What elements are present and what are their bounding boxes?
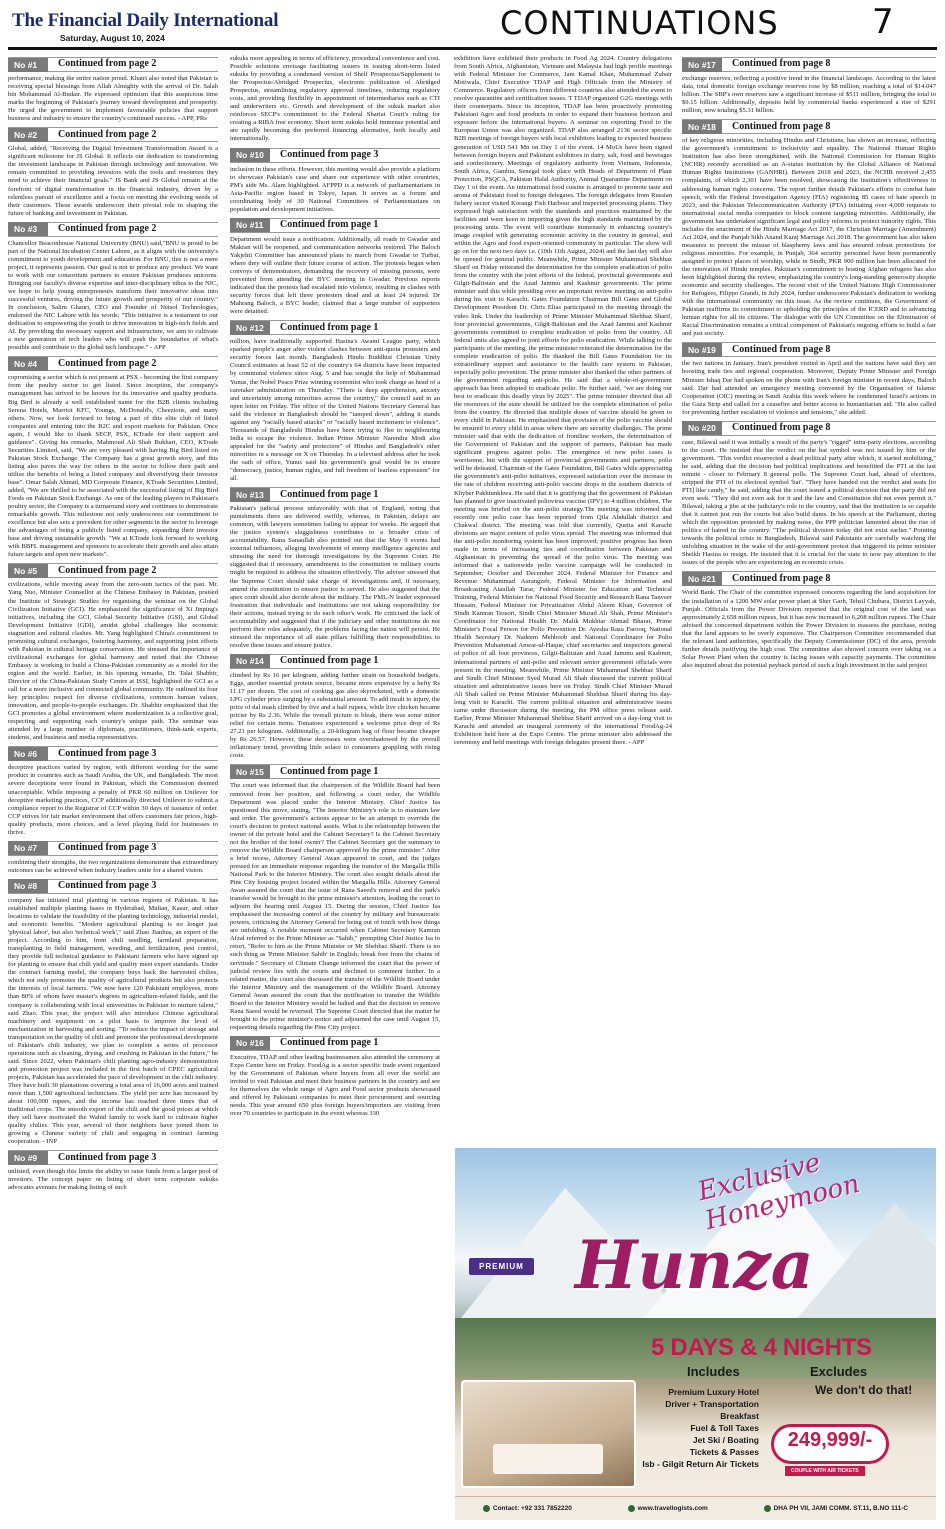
continued-from-label: Continued from page 1 [280, 765, 379, 777]
ad-tagline: Exclusive Honeymoon [695, 1148, 863, 1237]
includes-item: Isb - Gilgit Return Air Tickets [642, 1459, 759, 1469]
excludes-heading: Excludes [810, 1364, 868, 1379]
continuation-header [8, 127, 218, 142]
header-rule [8, 47, 937, 50]
article-continuation [230, 487, 440, 650]
article-continuation [230, 764, 440, 1031]
continuation-number: No #14 [230, 654, 270, 668]
continued-from-label: Continued from page 3 [58, 1151, 157, 1163]
article-continuation [230, 55, 440, 144]
article-body: of key religious minorities, including Hindus and Christians, has shown an increase, reflecting the government's commitment to inclusivity and equality. The National Human Rights Institution has also been strengthened, with the National Commission for Human Rights (NCHR) recently accredited as an A-status institution by the Global Alliance of National Human Rights Institutions (GANHRI). Between 2018 and 2023, the NCHR received 2,455 complaints, of which 2,301 have been resolved, showcasing the institution's effectiveness in addressing human rights concerns. The report further details Pakistan's efforts to combat hate speech, with the Federal Investigation Agency (FIA) registering 85 cases of hate speech in 2023, and the Pakistan Telecommunication Authority (PTA) initiating over 4,000 requests to international social media companies to block content targeting minorities. Additionally, the government has undertaken significant legal and policy reforms to protect minority rights. This includes the enactment of the Hindu Marriage Act 2017, the Christian Marriage (Amendment) Act 2024, and the Punjab Sikh Anand Karaj Marriage Act 2018. The government has also taken measures to prevent the misuse of blasphemy laws and has ensured robust protections for religious minorities. For example, in Punjab, 364 security personnel have been permanently assigned to protect places of worship, while in Sindh, PKR 900 million has been allocated for the renovation of Hindu temples. Pakistan's commitment to hosting Afghan refugees has also been highlighted during the review, emphasizing the country's long-standing generosity despite economic and security challenges. The recent visit of the United Nations High Commissioner for Refugees, Filippo Grandi, in July 2024, further underscores Pakistan's dedication to working with the international community on this issue. As the review continues, the Government of Pakistan reaffirms its commitment to upholding the principles of the ICERD and to advancing human rights for all its citizens. The dialogue with the UN Committee on the Elimination of Racial Discrimination remains a critical component of Pakistan's ongoing efforts to build a fair and just society. [682, 137, 936, 338]
ad-phone[interactable] [483, 1505, 572, 1512]
article-body: million, have traditionally supported Hasina's Awami League party, which sparked people's anger after violent clashes between anti-quota protesters and security forces last month. Bangladesh Hindu Buddhist Christian Unity Council estimates at least 52 of the country's 64 districts have been impacted by communal violence since Aug. 5 and has sought the help of Muhammad Yunus, the Nobel Peace Prize winning economist who took charge as head of a caretaker administration on Thursday. "There is deep apprehension, anxiety and uncertainty among minorities across the country," the council said in an open letter on Friday. The office of the United Nations Secretary General has said the violence in Bangladesh should be "tamped down", adding it stands against any "racially based attacks" or "racially based incitement to violence". Thousands of Bangladeshi Hindus have been trying to flee to neighbouring India to escape the violence. Indian Prime Minister Narendra Modi also appealed for the "safety and protection" of Hindus and Bangladesh's other minorities in a message on X on Thursday. In a televised address after he took the oath of office, Yunus said his government's goal would be to ensure "democracy, justice, human rights, and full freedom of fearless expression" for all. [230, 338, 440, 483]
article-continuation [8, 841, 218, 875]
article-body: deceptive practices varied by region, with different wording for the same product in countries such as Saudi Arabia, the UK, and Bangladesh. The most severe deceptions were found in Pakistan, which the Commission deemed unacceptable. While imposing a penalty of PKR 60 million on Unilever for deceptive marketing practices, CCP additionally directed Unilever to submit a compliance report to the Registrar of CCP within 30 days of issuance of order. CCP strives for fair market environment that offers customers fair prices, high-quality products, more choices, and a level playing field for businesses to thrive. [8, 764, 218, 836]
article-continuation [8, 879, 218, 1146]
continuation-header [8, 563, 218, 578]
continuation-number: No #6 [8, 747, 48, 761]
continued-from-label: Continued from page 2 [58, 223, 157, 235]
article-body: civilizations, while moving away from the zero-sum tactics of the past. Mr. Yang Nuo, Minister Counsellor at the Chinese Embassy in Pakistan, praised the Institute of Strategic Studies for organising the seminar on the Global Civilization Initiative (GCI). He emphasized the significance of Xi Jinping's initiatives, including the GCI, Global Security Initiative (GSI), and Global Development Initiative (GDI), amidst global challenges like economic stagnation and cultural clashes. Mr. Yang highlighted China's commitment to promoting cultural exchanges, fostering harmony, and supporting joint efforts with Pakistan in cultural heritage conservation. He stressed the importance of civilizational exchanges for global harmony and noted that the Chinese Embassy is working to build a China-Pakistan community as a model for the region and the world. Earlier, in his opening remarks, Dr. Talat Shabbir, Director of the China-Pakistan Study Centre at ISSI, highlighted the GCI as a call for a more inclusive and connected global community. He outlined its four key principles: respect for diverse civilizations, common human values, innovation, and people-to-people exchanges. Dr. Shabbir emphasized that the GCI promotes a global environment where modernization is a collective goal, respecting and supporting each country's unique path. The seminar was attended by a large number of diplomats, practitioners, think-tank experts, students, and business and media representatives. [8, 581, 218, 742]
article-continuation [230, 1036, 440, 1118]
continued-from-label: Continued from page 1 [280, 655, 379, 667]
bed-graphic [493, 1444, 603, 1474]
continued-from-label: Continued from page 8 [732, 58, 831, 70]
column-2 [230, 55, 440, 1525]
address-text: DHA PH VII, JAMI COMM. ST.11, B.NO 111-C [773, 1505, 909, 1513]
continued-from-label: Continued from page 2 [58, 357, 157, 369]
article-body: performance, making the entire nation proud. Khatri also noted that Pakistan is receiving special blessings from Allah Almighty with the arrival of Dr. Salah bin Mohammad Al-Budair. He expressed optimism that this auspicious time marks the beginning of Pakistan's journey toward development and prosperity. He urged the government to implement favourable policies that support business and industry to ensure the country's continued success. - APP, PRs [8, 75, 218, 123]
article-body: Pakistan's judicial process unfavorably with that of England, noting that punishments there are delivered swiftly, whereas, in Pakistan, delays are common, with lawyers sometimes failing to appear for weeks. He argued that the justice system's sluggishness contributes to a broader crisis of accountability. Rana Sanaullah also pointed out that the May 9 events had external influences, alleging involvement of enemy intelligence agencies and stressing the need for thorough investigations by the Supreme Court. He suggested that if necessary, amendments to the constitution or military courts might be required to address the situation effectively. The adviser stressed that the Supreme Court should take charge of investigations and, if necessary, amend the constitution to ensure justice is served. He also suggested that the apex court should also decide about the military. The PML-N leader expressed frustration that individuals and institutions are not taking responsibility for their actions, instead trying to do each other's work. He criticised the lack of accountability and suggested that if the judiciary and other institutions do not perform their roles adequately, the problems facing the nation will persist. He stressed the importance of all state pillars fulfilling their responsibilities to resolve these issues and ensure justice. [230, 505, 440, 649]
continued-from-label: Continued from page 2 [58, 564, 157, 576]
phone-icon [483, 1505, 490, 1512]
continuation-number: No #7 [8, 841, 48, 855]
includes-list [639, 1386, 759, 1470]
continued-from-label: Continued from page 3 [58, 842, 157, 854]
continuation-number: No #17 [682, 58, 722, 72]
continuation-header [8, 879, 218, 894]
continued-from-label: Continued from page 1 [280, 1037, 379, 1049]
article-continuation [8, 127, 218, 217]
ad-price: 249,999/- [771, 1424, 889, 1464]
continuation-number: No #2 [8, 128, 48, 142]
article-body: case, Bilawal said it was initially a result of the party's "rigged" intra-party elections, according to the court. He insisted that the verdict on the bat symbol was not issued by him or the government. "This verdict resurrected a dead political party after which, it started mobilising," he said, adding that the decision had political implications and benefitted the PTI at the last minute - closer to February 8 general polls. The Supreme Court had, ahead of elections, stripped the PTI of its electoral symbol 'bat'. "They have handed out the verdict and seats [to PTI] like candy," he said, adding that the court issued a political decision that the party did not even seek. "They did not even ask for it and the law and Constitution did not even permit it." Bilawal, taking a jibe at the judiciary's role in the country, said that the institution is so capable that it cannot just run the courts but also build dams. In his speech at the Parliament, during which the opposition protested by making noise, the PPP politician lamented about the rise of politics of hatred in the country. "The political division today did not exist earlier." Pointing towards the political crisis in Bangladesh, Bilawal said Pakistanis are carefully watching the unfolding situation in the wake of the anti-government protest that triggered its prime minister Sheikh Hasina to resign. He insisted that it is crucial for the state to now pay attention to the issues of the people who are experiencing an economic crisis. [682, 438, 936, 567]
ad-address [764, 1505, 909, 1512]
section-title: CONTINUATIONS [500, 4, 779, 42]
continuation-number: No #13 [230, 488, 270, 502]
ad-contact-bar [455, 1496, 936, 1520]
continuation-header [230, 218, 440, 233]
article-body: inclusion in these efforts. However, this meeting would also provide a platform to showcase Pakistan's case and share our experience with other countries, PM's aide Ms. Alam highlighted. AFPPD is a network of parliamentarians in Asia-Pacific region based in Tokyo, Japan. It serves as a forum and coordinating body of 30 National Committees of Parliamentarians on population and development initiatives. [230, 165, 440, 213]
continuation-header [8, 746, 218, 761]
article-body: sukuks more appealing in terms of efficiency, procedural convenience and cost. Possible solutions envisage facilitating issuers in issuing short-term listed sukuks by providing a condensed version of Shelf Prospectus/Supplement to the Prospectus/Abridged Prospectus, electronic publication of Abridged Prospectus, streamlining regulatory approval timelines, reducing regulatory costs, and providing flexibility in appointment of intermediaries such as CTI and underwriters etc. Growth and development of the sukuk market also reinforces SECP's commitment to the Federal Shariat Court's ruling for creating a RIBA free economy. Short term sukuks hold immense potential and are rapidly becoming the preferred financing alternative, both locally and internationally. [230, 55, 440, 143]
continued-from-label: Continued from page 3 [58, 880, 157, 892]
continuation-number: No #10 [230, 148, 270, 162]
continuation-header [230, 320, 440, 335]
continuation-number: No #5 [8, 564, 48, 578]
article-body: unlisted, even though this limits the ability to raise funds from a larger pool of investors. The concept paper on listing of short term corporate sukuks advocates avenues for making listing of such [8, 1168, 218, 1192]
article-body: exhibitors have exhibited their products in Food Ag 2024. Country delegations from South Africa, Afghanistan, Vietnam and Malaysia had high profile meetings with Federal Minister for Commerce, Jam Kamal Khan, Muhammad Zubair Motiwala, Chief Executive TDAP and High Officials from the Ministry of Commerce. Regulatory officers from different countries also attended the event to resolve quarantine and certification issues. T TDAP organized G2G meetings with their counterparts. Since its inception, TDAP has been proactively promoting Pakistani Agro and food products in order to expand their business horizon and exposure before the international buyers. A seminar on exporting Food to the European Union was also organized. TDAP also arranged 2136 sector specific B2B meetings of foreign buyers with local exhibitors leading to expected business generation of USD 541 Mn on Day 1 of the event. 14 MoUs have been signed between foreign buyers and Pakistani exhibitors in dairy, salt, food and beverages and confectionery. Meetings of regulatory authority from Vietnam, Indonesia, South Africa, Gambia, Senegal took place with Heads of Department of Plant Protection, PSQCA, Pakistan Halal Authority, Animal Quarantine Department on Day 1 of the event. An international food cuisine is arranged to promote taste and aroma of Pakistani food to foreign delegates. The foreign delegates from Russian fishery sector visited Korangi Fish Harbour and inspected processing plants. They expressed high satisfaction with the standards and practices maintained by the facilities and were keen in importing given the high standards maintained by the processing units. The event will contribute immensely in enhancing country's image coupled with generating economic activity in the country in general, and within the Agro and food export-oriented community in particular. The show will go on for the next two days i.e. (10th 11th August, 2024) and the last day will also be opened for general public. Meanwhile, Prime Minister Muhammad Shehbaz Sharif on Friday reiterated the determination for the complete eradication of polio from the country with the joint efforts of the federal, provincial governments and Gilgit-Baltistan and the Azad Jammu and Kashmir governments. The prime minister said this while presiding over an important review meeting on anti-polio during his visit to Karachi. Gates Foundation Chairman Bill Gates and Global Development President Dr. Chris Elias participated in the meeting through the video link. Under the leadership of Prime Minister Muhammad Shehbaz Sharif, four provincial governments, Gilgit-Baltistan and the Azad Jammu and Kashmir governments committed to complete eradication of polio from the country. All federal units also agreed to joint efforts for polio eradication. While talking to the participants of the meeting, the prime minister reiterated the determination for the complete eradication of polio. He thanked the Bill Gates Foundation for its extraordinary support and assistance to the health care system in Pakistan, especially polio prevention. The prime minister also thanked the other partners of the government regarding anti-polio. He said that a whole-of-government approach has been adopted to eradicate polio. He further said, "we are doing our best to eradicate this deadly virus by 2025". The prime minister directed that all the resources of the state should be utilized for the complete elimination of polio from the country. He directed that multiple doses of vaccine should be given to every child in Pakistan. He emphasized that provision of the polio vaccine should be ensured to every child in areas where there are security challenges. The prime minister said that with the dedication of frontline workers, the determination of the Government of Pakistan and the support of partners, Pakistan has made significant progress against polio. The emergence of new polio cases is worrisome, but with the support of provincial governments and partners, polio will be defeated. Chairman of the Gates Foundation, Bill Gates while appreciating the government's anti-polio initiatives, expressed satisfaction over the increase in the rate of children receiving anti-polio vaccine drops in the southern districts of Khyber Pakhtunkhwa. He said that it is gratifying that the government of Pakistan has planned to give inactivated poliovirus vaccine (IPV) to 4 million children. The meeting was briefed on the anti-polio strategy.The meeting was informed that recently one polio case has been reported from Qila Abdullah district and Chakwal district. The meeting was told that currently, Quetta and Karachi divisions are major centers of polio virus spread. The meeting was informed that the anti-polio monitoring system has been improved; positive progress has been made in terms of increasing ties and coordination between Pakistan and Afghanistan in preventing the spread of the polio virus. The meeting was informed that a nationwide polio vaccine campaign will be conducted in September, October and December 2024. Federal Minister for Finance and Revenue Muhammad Aurangzeb, Federal Minister for Information and Broadcasting Ataullah Tarar, Federal Minister for Education and Technical Training, Federal Minister for National Food Security and Research Rana Tanveer Hussain, Federal Minister for Privatization Abdul Aleem Khan, Governor of Sindh Kamran Tessori, Sindh Chief Minister Murad Ali Shah, Prime Minister's Coordinator for National Health Dr. Malik Mukhtar Ahmad Bharat, Prime Minister's Focal Person for Polio Prevention Dr. Ayesha Raza Farooq, National Health Secretary Dr. Nadeem Mehboob and National Coordinator for Polio Prevention Muhammad Anwar-ul-Haque, chief secretaries and inspectors general of police of all four provinces, Gilgit-Baltistan and Azad Jammu and Kashmir, international partners of anti-polio and relevant senior government officials were present in the meeting. Meanwhile, Prime Minister Muhammad Shehbaz Sharif and Sindh Chief Minister Syed Murad Ali Shah discussed the current political situation and administrative issues here on Friday. Sindh Chief Minister Murad Ali Shah called on Prime Minister Muhammad Shehbaz Sharif during his day-long visit to Karachi. The current political situation and administrative issues came under discussion during the meeting, the PM office press release said. Earlier, Prime Minister Muhammad Shehbaz Sharif arrived on a day-long visit to Karachi and attended an inaugural ceremony of the international FoodAg-24 Exhibition held here at the Expo Centre. The prime minister also addressed the ceremony and held meetings with foreign delegates present there. - APP [454, 55, 672, 746]
premium-badge: PREMIUM [469, 1258, 534, 1275]
article-body: Global, added, "Receiving the Digital Investment Transformation Award is a significant milestone for JS Global. It reflects our dedication to transforming the investment landscape in Pakistan through technology and innovation. We remain committed to providing investors with the tools and resources they need to achieve their financial goals." JS Bank and JS Global remain at the forefront of digital transformation in the financial industry, driven by a relentless pursuit of excellence and a focus on meeting the evolving needs of their customers. These awards underscore their pivotal role in shaping the future of banking and investment in Pakistan. [8, 145, 218, 217]
article-continuation [682, 421, 936, 568]
article-continuation [682, 57, 936, 115]
globe-icon [628, 1505, 635, 1512]
continued-from-label: Continued from page 1 [280, 488, 379, 500]
includes-item: Jet Ski / Boating [692, 1435, 759, 1445]
continued-from-label: Continued from page 8 [732, 120, 831, 132]
article-continuation [8, 57, 218, 123]
continuation-number: No #1 [8, 58, 48, 72]
continued-from-label: Continued from page 1 [280, 321, 379, 333]
ad-destination: Hunza [575, 1226, 814, 1304]
includes-item: Premium Luxury Hotel [668, 1387, 759, 1397]
continuation-header [682, 342, 936, 357]
article-body: the two nations in January. Iran's president visited in April and the nations have said they are boosting trade ties and regional cooperation. Moreover, Deputy Prime Minister and Foreign Minister Ishaq Dar had spoken on the phone with Iran's foreign minister in recent days, Baloch said. Dar had attended an emergency meeting convened by the Organisation of Islamic Cooperation (OIC) meeting in Saudi Arabia this week where he condemned Israel's actions in the Gaza Strip and called for a ceasefire and better access to humanitarian aid. "He also called for preventing further escalation of violence and tensions," she added. [682, 360, 936, 416]
excludes-value: We don't do that! [815, 1383, 913, 1397]
article-continuation [230, 218, 440, 316]
continuation-header [8, 57, 218, 72]
continuation-number: No #12 [230, 321, 270, 335]
article-continuation [682, 571, 936, 669]
continued-from-label: Continued from page 1 [280, 219, 379, 231]
continuation-header [8, 1150, 218, 1165]
continuation-number: No #8 [8, 879, 48, 893]
continuation-number: No #16 [230, 1036, 270, 1050]
hotel-room-photo [461, 1380, 636, 1488]
article-continuation [230, 148, 440, 214]
continuation-header [230, 1036, 440, 1051]
continuation-number: No #9 [8, 1151, 48, 1165]
article-continuation [682, 119, 936, 338]
continuation-number: No #15 [230, 765, 270, 779]
article-body: company has initiated trial planting in various regions of Pakistan. It has established multiple planting bases in Hyderabad, Multan, Kasur, and other locations to validate the feasibility of the planting technology, industrial model, and economic benefits. "Modern agricultural planting is no longer just 'physical labor', but also 'technical work'," said Zhao Jianhua, an expert of the project. According to him, from chili seedling, farmland preparation, transplanting to field management, weeding, and fertilization, pest control, they provide full technical guidance to Pakistani farmers who have signed up for planting to ensure that chili yield and quality meet export standards. Under the contract farming model, the company buys back the harvested chilies, which not only promotes the quality of agricultural products but also protects the interests of local farmers. "We now have 120 Pakistani employees, more than 80% of whom have master's degrees in agriculture-related fields, and the company is collaborating with local universities in Pakistan to nurture talent," said Zhao. This year, the project will also introduce Chinese agricultural machinery and equipment on a pilot basis to improve the level of mechanization in harvesting and sorting. "To reduce the impact of storage and transportation on the quality of chili and promote the professional development of Pakistan's chili industry, we plan to complete a series of processor operations such as cleaning, drying, and crushing in Pakistan in the future," he said. Since 2022, when Pakistan's chili planting agro-industry demonstration and promotion project was included in the first batch of CPEC agricultural projects, Pakistan has accelerated the pace of development in the chili industry. They have built 30 plantations covering a total area of 16,000 acres and trained more than 1,500 agricultural technicians. The yield per acre has increased by about 100,000 rupees, and the income has reached three times that of traditional crops. The smooth export of the chili and the good prices at which they sell have motivated the Wahid family to work hard to cultivate higher quality chilies. This year, several of their neighbors have joined them in growing a Chinese variety of chili and engaging in contract farming cooperation. - INP [8, 896, 218, 1146]
continuation-number: No #4 [8, 357, 48, 371]
article-continuation [454, 55, 672, 747]
continuation-header [230, 764, 440, 779]
column-1 [8, 55, 218, 1525]
continuation-header [682, 571, 936, 586]
phone-text: Contact: +92 331 7852220 [492, 1505, 572, 1513]
continued-from-label: Continued from page 3 [58, 747, 157, 759]
continuation-number: No #3 [8, 222, 48, 236]
includes-item: Fuel & Toll Taxes [690, 1423, 759, 1433]
ad-website[interactable] [628, 1505, 708, 1512]
continued-from-label: Continued from page 8 [732, 572, 831, 584]
includes-heading: Includes [687, 1364, 740, 1379]
continuation-number: No #19 [682, 343, 722, 357]
continued-from-label: Continued from page 8 [732, 422, 831, 434]
includes-item: Breakfast [720, 1411, 759, 1421]
ad-duration: 5 DAYS & 4 NIGHTS [651, 1334, 872, 1361]
masthead [0, 0, 945, 52]
article-continuation [8, 222, 218, 353]
travel-advertisement[interactable] [455, 1148, 936, 1520]
continuation-header [8, 841, 218, 856]
continuation-header [230, 654, 440, 669]
article-body: climbed by Rs 16 per kilogram, adding further strain on household budgets. Eggs, another essential protein source, became more expensive by a hefty Rs 11.17 per dozen. The cost of cooking gas also skyrocketed, with a domestic LPG cylinder price surging by a substantial amount. To add insult to injury, the price of dal mash climbed by five and a half rupees, while live chicken became pricier by Rs 2.36. While the overall picture is bleak, there was some minor relief for certain items. Tomatoes experienced a welcome price drop of Rs 27.21 per kilogram. Additionally, a 20-kilogram bag of flour became cheaper by Rs 26.57. However, these decreases were overshadowed by the overall inflationary trend, providing little solace to consumers grappling with rising costs. [230, 671, 440, 760]
continuation-number: No #18 [682, 120, 722, 134]
article-body: World Bank. The Chair of the committee expressed concerns regarding the land acquisition for the installation of a 1200 MW solar power plant at Sher Garh, Tehsil Chubara, District Layyah, Punjab. Officials from the Power Division reported that the original cost of the land was approximately 2,658 million rupees, but it has now increased to 6,208 million rupees. The Chair advised the concerned department within the Power Division to reassess the purchase, noting that the land appears to be overly expensive. The Chairperson Committee recommended that the relevant land authorities, specifically the Deputy Commissioner (DC) of the area, provide further details justifying the high cost. The committee also showed concern over taking on a Solar Power Plant when the country is facing issues with capacity payments. The committee also inquired about the potential payback period of such a high investment in the said project [682, 589, 936, 669]
article-continuation [8, 563, 218, 742]
article-body: copromising a sector which is not present at PSX - becoming the first company from the poultry sector to get listed. Since inception, the company's management has strived to be known for its innovative and quality products. Big Bird is already a well established name for the B2B clients including Serena Hotels, Marriot KFC, Youngs, McDonald's, Cheezious, and many others. Now, we look forward to being a part of this elite club of listed companies and entering into the B2C and export markets for Pakistan. Once again, I would like to thank SECP, PSX, KTrade for their support and guidance". Giving his remarks, Mahmoud Ali Shah Bukhari, CEO, KTrade Securities Limited, said, "We are very pleased with having Big Bird listed on Pakistan Stock Exchange. The Company has a great growth story, and this listing also paves the way for others in the sector to follow their path and utilise the benefits of being a listed company and diversifying their investor base". Omar Salah Ahmad, MD Corporate Finance, KTrade Securities Limited, added, "We are thrilled to be associated with the successful listing of Big Bird Foods on Pakistan Stock Exchange. As one of the leading players in Pakistan's poultry sector, the Company is a turnaround story and continues to demonstrate remarkable growth. This milestone not only underscores our commitment to excellence but also sets a precedent for other segments in the sector to leverage the advantages of being a publicly listed company, expanding their investor base and driving sustainable growth. "We at KTrade look forward to working with BBFL management and sponsors to accelerate their growth and also attain future targets and open new markets". [8, 374, 218, 559]
article-continuation [230, 320, 440, 483]
article-body: Chancellor Beaconhouse National University (BNU) said,"BNU is proud to be part of the National Incubation Center Lahore, as it aligns with the university's commitment to youth development and education. For BNU, this is not a mere project, it represents passion. Our goal is not to produce any product. We want to work with our consortium partners to ensure Pakistan produces unicorns. Bringing our faculty's diverse expertise and inter-disciplinary ethos to the NIC, we hope to help young entrepreneurs transform their innovative ideas into successful ventures, driving the future growth and prosperity of our country." In conclusion, Salim Ghauri, CEO and Founder of Netsol Technologies, endorsed the NIC Lahore with his words; "This initiative is a testament to our dedication to empowering the youth to drive innovation in high-tech fields and AI. By providing the necessary support and infrastructure, we aim to cultivate a new generation of tech leaders who will push the boundaries of what's possible and contribute to the global tech landscape." - APP [8, 239, 218, 352]
publication-date: Saturday, August 10, 2024 [60, 33, 165, 43]
continuation-header [8, 222, 218, 237]
article-body: combining their strengths, the two organizations demonstrate that extraordinary outcomes can be achieved when industry leaders unite for a shared vision. [8, 858, 218, 874]
continuation-number: No #21 [682, 572, 722, 586]
continued-from-label: Continued from page 2 [58, 128, 157, 140]
article-body: Department would issue a notification. Additionally, all roads in Gwadar and Makran will be reopened, and communication networks restored. The Baloch Yakjehti Committee has announced plans to march from Gwadar to Turbat, where they will outline their future course of action. The protests began when convoys of demonstrators, demanding the recovery of missing persons, were prevented from attending the BYC meeting in Gwadar. Previous reports indicated that the protests had escalated into violence, resulting in clashes with security forces that left three protesters dead and at least 24 injured. Dr Mahrang Baloch, a BYC leader, claimed that a large number of supporters were detained. [230, 235, 440, 316]
column-3 [454, 55, 672, 1145]
article-continuation [682, 342, 936, 416]
continuation-number: No #20 [682, 421, 722, 435]
includes-item: Driver + Transportation [665, 1399, 759, 1409]
article-continuation [8, 356, 218, 559]
location-pin-icon [764, 1505, 771, 1512]
continuation-header [230, 148, 440, 163]
continued-from-label: Continued from page 8 [732, 343, 831, 355]
website-text: www.travellogists.com [637, 1505, 708, 1513]
continuation-header [682, 421, 936, 436]
article-continuation [8, 1150, 218, 1192]
continued-from-label: Continued from page 3 [280, 148, 379, 160]
article-body: Executive, TDAP and other leading businessmen also attended the ceremony at Expo Center here on Friday. FoodAg is a sector specific trade event organized by the Government of Pakistan where buyers from all over the world are invited to visit Pakistan and meet their business partners in the country and see for themselves the whole range of Agro and Food sector products showcased and offered by Pakistani companies to meet their procurement and sourcing needs. This year around 650 plus foreign buyers/importers are visiting from over 70 countries to participate in the event whereas 330 [230, 1053, 440, 1118]
article-body: The court was informed that the chairperson of the Wildlife Board had been removed from her position, and following a court order, the Wildlife Department was placed under the Interior Ministry. Chief Justice Isa questioned this move, stating, "The Interior Ministry's role is to maintain law and order. The government's actions appear to be an attempt to override the court's decision to protect national assets. What is the relationship between the owner of the private hotel and the Cabinet Secretary? Is the Cabinet Secretary not the brother of the hotel owner? The Cabinet Secretary got the summary to remove the Wildlife Board chairperson approved by the prime minister." After a brief recess, Attorney General Awan appeared in court, and the judges pressed for an immediate response regarding the transfer of the Margalla Hills National Park to the Interior Ministry. The court also sought details about the Pine City housing project located within the Margalla Hills. Attorney General Awan assured the court that the issue of Rana Saeed's removal and the park's transfer would be brought to the prime minister's attention, leading the court to adjourn the hearing until August 15. During the session, Chief Justice Isa emphasised the increasing control of the country by military and bureaucratic powers, criticising the Attorney General for being out of touch with how things are unfolding. A notable moment occurred when Cabinet Secretary Kamran Afzal referred to the Prime Minister as "Sahib," prompting Chief Justice Isa to retort, "Refer to him as the Prime Minister or Mr Shehbaz Sharif. There is no such thing as 'Prime Minister Sahib' in English; break free from the chains of servitude." Secretary of Climate Change informed the court that the power of judicial review lies with the courts and declined to comment further. In a related matter, the court also discussed the transfer of the Wildlife Board under the Interior Ministry and the management of the Wildlife Board. Attorney General Awan assured the court that the notification to transfer the Wildlife Board to the Interior Ministry would be halted and that the decision to remove Rana Saeed would be reversed. The Supreme Court directed that the matter be brought to the prime minister's notice and adjourned the case until August 15, requesting details regarding the Pine City project. [230, 782, 440, 1031]
continuation-header [682, 119, 936, 134]
article-continuation [230, 654, 440, 761]
article-continuation [8, 746, 218, 836]
newspaper-brand: The Financial Daily International [12, 10, 279, 31]
page-number: 7 [872, 2, 894, 42]
continuation-header [8, 356, 218, 371]
ad-price-note: COUPLE WITH AIR TICKETS [785, 1466, 865, 1476]
includes-item: Tickets & Passes [689, 1447, 759, 1457]
continuation-header [230, 487, 440, 502]
article-body: exchange reserves, reflecting a positive trend in the financial landscape. According to the latest data, total domestic foreign exchange reserves rose by $8 million, reaching a total of $14.047 billion. The SBP's own reserves saw a significant increase of $511 million, bringing the total to $9.15 billion. Additionally, deposits held by commercial banks experienced a rise of $291 million, now totaling $5.31 billion. [682, 75, 936, 115]
continued-from-label: Continued from page 2 [58, 58, 157, 70]
continuation-header [682, 57, 936, 72]
continuation-number: No #11 [230, 218, 270, 232]
